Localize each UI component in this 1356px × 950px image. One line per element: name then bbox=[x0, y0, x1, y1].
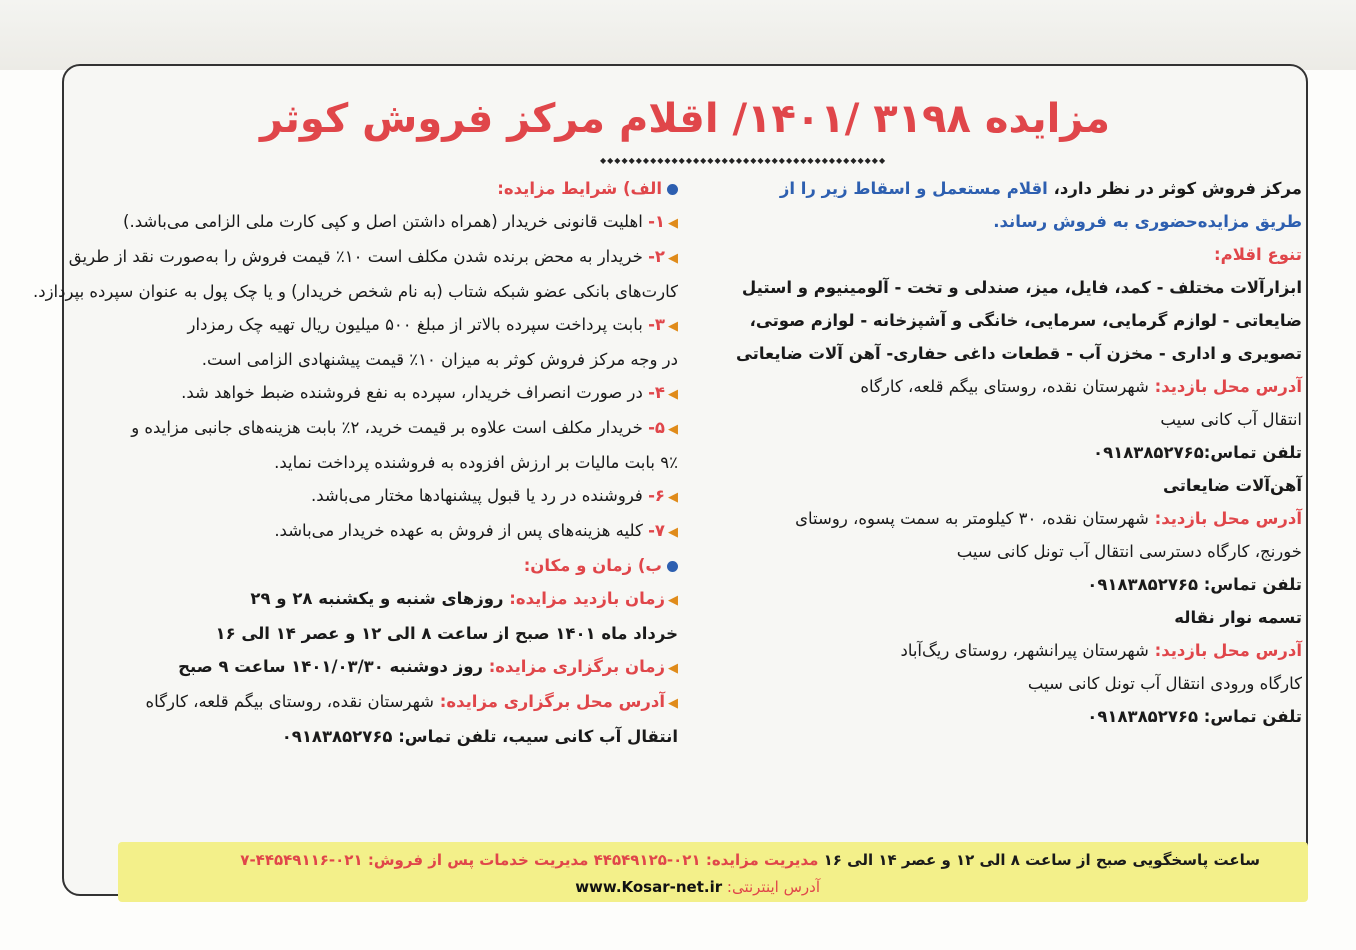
condition-item: ◀۵- خریدار مکلف است علاوه بر قیمت خرید، ۲٪ بابت هزینه‌های جانبی مزایده و bbox=[131, 418, 678, 437]
visit-address-1: آدرس محل بازدید: شهرستان نقده، روستای بیگم قلعه، کارگاه bbox=[860, 377, 1302, 396]
condition-item-cont: کارت‌های بانکی عضو شبکه شتاب (به نام شخص خریدار) و یا چک پول به عنوان سپرده بپردازد. bbox=[33, 282, 678, 301]
condition-item-cont: در وجه مرکز فروش کوثر به میزان ۱۰٪ قیمت پیشنهادی الزامی است. bbox=[201, 350, 678, 369]
visit-address-3-cont: کارگاه ورودی انتقال آب تونل کانی سیب bbox=[1027, 674, 1302, 693]
notice-title: مزایده ۳۱۹۸ /۱۴۰۱/ اقلام مرکز فروش کوثر bbox=[260, 96, 1110, 142]
intro-line-2: طریق مزایده‌حضوری به فروش رساند. bbox=[993, 212, 1302, 231]
arrow-icon: ◀ bbox=[668, 251, 678, 266]
website-link[interactable]: www.Kosar-net.ir bbox=[575, 878, 723, 896]
bullet-dot-icon bbox=[667, 184, 678, 195]
hold-time: ◀زمان برگزاری مزایده: روز دوشنبه ۱۴۰۱/۰۳/۳۰ ساعت ۹ صبح bbox=[178, 657, 678, 676]
visit-address-2-cont: خورنج، کارگاه دسترسی انتقال آب تونل کانی سیب bbox=[956, 542, 1302, 561]
condition-item: ◀۱- اهلیت قانونی خریدار (همراه داشتن اصل و کپی کارت ملی الزامی می‌باشد.) bbox=[123, 212, 678, 231]
right-column bbox=[690, 172, 1302, 733]
condition-item: ◀۷- کلیه هزینه‌های پس از فروش به عهده خریدار می‌باشد. bbox=[274, 521, 678, 540]
bullet-dot-icon bbox=[667, 561, 678, 572]
visit-address-2: آدرس محل بازدید: شهرستان نقده، ۳۰ کیلومتر به سمت پسوه، روستای bbox=[795, 509, 1302, 528]
arrow-icon: ◀ bbox=[668, 422, 678, 437]
hold-place-cont: انتقال آب کانی سیب، تلفن تماس: ۰۹۱۸۳۸۵۲۷۶۵ bbox=[281, 727, 678, 746]
visit-address-3: آدرس محل بازدید: شهرستان پیرانشهر، روستای ریگ‌آباد bbox=[900, 641, 1302, 660]
time-place-heading: ب) زمان و مکان: bbox=[72, 549, 678, 582]
condition-item-cont: ۹٪ بابت مالیات بر ارزش افزوده به فروشنده پرداخت نماید. bbox=[274, 453, 678, 472]
condition-item: ◀۴- در صورت انصراف خریدار، سپرده به نفع فروشنده ضبط خواهد شد. bbox=[181, 383, 678, 402]
items-line: ضایعاتی - لوازم گرمایی، سرمایی، خانگی و آشپزخانه - لوازم صوتی، bbox=[749, 311, 1302, 330]
hold-place: ◀آدرس محل برگزاری مزایده: شهرستان نقده، روستای بیگم قلعه، کارگاه bbox=[145, 692, 678, 711]
condition-item: ◀۶- فروشنده در رد یا قبول پیشنهادها مختار می‌باشد. bbox=[311, 486, 678, 505]
intro-highlight: اقلام مستعمل و اسقاط زیر را از bbox=[779, 179, 1048, 198]
arrow-icon: ◀ bbox=[668, 525, 678, 540]
intro-line-1: مرکز فروش کوثر در نظر دارد، اقلام مستعمل و اسقاط زیر را از bbox=[779, 179, 1302, 198]
visit-address-1-cont: انتقال آب کانی سیب bbox=[1160, 410, 1302, 429]
visit-time-cont: خرداد ماه ۱۴۰۱ صبح از ساعت ۸ الی ۱۲ و عصر ۱۴ الی ۱۶ bbox=[215, 624, 678, 643]
title-divider: ◆◆◆◆◆◆◆◆◆◆◆◆◆◆◆◆◆◆◆◆◆◆◆◆◆◆◆◆◆◆◆◆◆◆◆◆◆◆◆◆ bbox=[600, 156, 887, 165]
arrow-icon: ◀ bbox=[668, 490, 678, 505]
arrow-icon: ◀ bbox=[668, 319, 678, 334]
arrow-icon: ◀ bbox=[668, 387, 678, 402]
conditions-heading: الف) شرایط مزایده: bbox=[72, 172, 678, 205]
arrow-icon: ◀ bbox=[668, 696, 678, 711]
arrow-icon: ◀ bbox=[668, 593, 678, 608]
items-heading: تنوع اقلام: bbox=[1214, 245, 1302, 264]
group-2-title: آهن‌آلات ضایعاتی bbox=[1163, 476, 1302, 495]
footer-contact-line: ساعت پاسخگویی صبح از ساعت ۸ الی ۱۲ و عصر ۱۴ الی ۱۶ مدیریت مزایده: ۰۲۱-۴۴۵۴۹۱۲۵ مدیریت خدمات پس از فروش: ۰۲۱-۴۴۵۴۹۱۱۶-۷ bbox=[240, 851, 1260, 869]
items-line: تصویری و اداری - مخزن آب - قطعات داغی حفاری- آهن آلات ضایعاتی bbox=[735, 344, 1302, 363]
left-column bbox=[33, 172, 678, 753]
condition-item: ◀۲- خریدار به محض برنده شدن مکلف است ۱۰٪ قیمت فروش را به‌صورت نقد از طریق bbox=[68, 247, 678, 266]
footer-website: آدرس اینترنتی: www.Kosar-net.ir bbox=[575, 878, 820, 896]
arrow-icon: ◀ bbox=[668, 216, 678, 231]
visit-phone-1: تلفن تماس:۰۹۱۸۳۸۵۲۷۶۵ bbox=[1093, 443, 1302, 462]
condition-item: ◀۳- بابت پرداخت سپرده بالاتر از مبلغ ۵۰۰ میلیون ریال تهیه چک رمزدار bbox=[187, 315, 678, 334]
visit-time: ◀زمان بازدید مزایده: روزهای شنبه و یکشنبه ۲۸ و ۲۹ bbox=[250, 589, 678, 608]
visit-phone-3: تلفن تماس: ۰۹۱۸۳۸۵۲۷۶۵ bbox=[1087, 707, 1302, 726]
visit-phone-2: تلفن تماس: ۰۹۱۸۳۸۵۲۷۶۵ bbox=[1087, 575, 1302, 594]
group-3-title: تسمه نوار نقاله bbox=[1174, 608, 1302, 627]
arrow-icon: ◀ bbox=[668, 661, 678, 676]
items-line: ابزارآلات مختلف - کمد، فایل، میز، صندلی و تخت - آلومینیوم و استیل bbox=[741, 278, 1302, 297]
paper-background bbox=[0, 0, 1356, 70]
